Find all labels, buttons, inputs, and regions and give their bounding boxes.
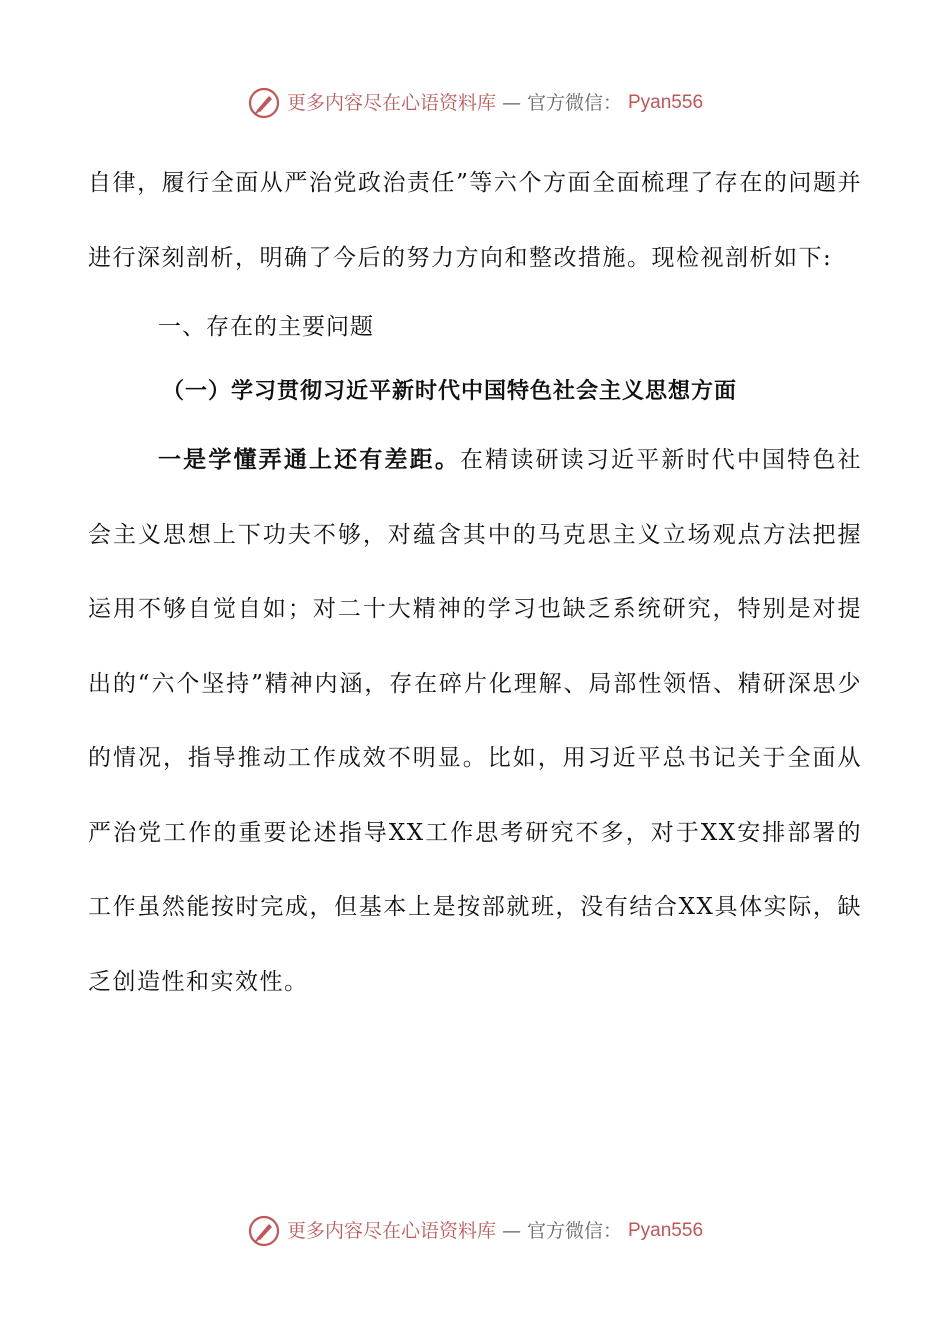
watermark-separator: — <box>501 1220 521 1242</box>
watermark-official-label: 官方微信： <box>526 92 622 114</box>
point-one-body: 在精读研读习近平新时代中国特色社会主义思想上下功夫不够，对蕴含其中的马克思主义立场观点方法把握运用不够自觉自如；对二十大精神的学习也缺乏系统研究，特别是对提出的“六个坚持”精神内涵，存在碎片化理解、局部性领悟、精研深思少的情况，指导推动工作成效不明显。比如，用习近平总书记关于全面从严治党工作的重要论述指导XX工作思考研究不多，对于XX安排部署的工作虽然能按时完成，但基本上是按部就班，没有结合XX具体实际，缺乏创造性和实效性。 <box>88 447 863 995</box>
document-body <box>88 146 862 1019</box>
point-one-lead: 一是学懂弄通上还有差距。 <box>158 447 460 473</box>
intro-paragraph: 自律，履行全面从严治党政治责任”等六个方面全面梳理了存在的问题并进行深刻剖析，明确了今后的努力方向和整改措施。现检视剖析如下: <box>88 170 862 271</box>
watermark-wechat-id: Pyan556 <box>628 1220 704 1241</box>
watermark-separator: — <box>501 92 521 114</box>
header-watermark <box>0 86 950 120</box>
watermark-brand: 更多内容尽在心语资料库 <box>286 92 496 114</box>
watermark-brand: 更多内容尽在心语资料库 <box>286 1220 496 1242</box>
watermark-official-label: 官方微信： <box>526 1220 622 1242</box>
quill-logo-icon <box>247 86 281 120</box>
subsection-heading: （一）学习贯彻习近平新时代中国特色社会主义思想方面 <box>162 378 738 404</box>
point-one-paragraph <box>88 423 862 1019</box>
section-heading: 一、存在的主要问题 <box>158 314 374 340</box>
watermark-wechat-id: Pyan556 <box>628 92 704 113</box>
quill-logo-icon <box>247 1214 281 1248</box>
footer-watermark <box>0 1214 950 1248</box>
